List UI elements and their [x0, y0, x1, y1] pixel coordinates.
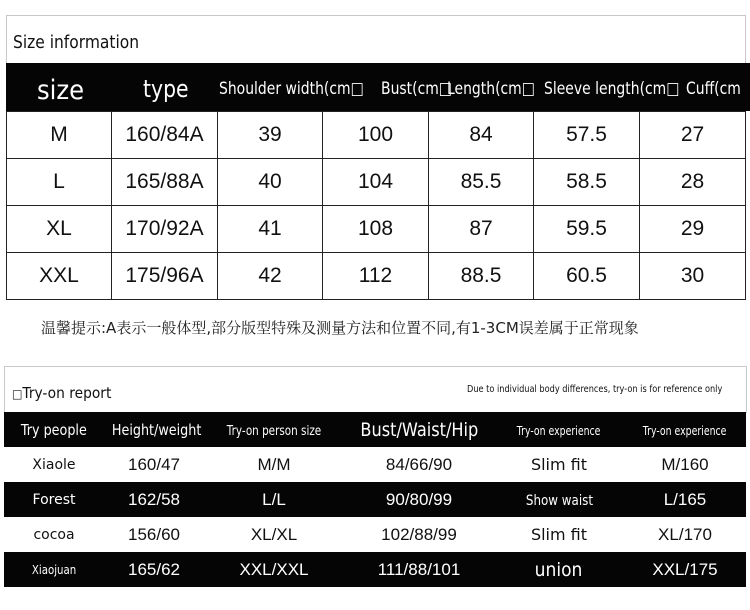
- shoulder-cell: 39: [218, 112, 323, 159]
- cuff-cell: 29: [640, 206, 746, 253]
- person-size-cell: M/M: [204, 447, 344, 482]
- cuff-cell: 28: [640, 159, 746, 206]
- type-cell: 165/88A: [112, 159, 218, 206]
- tryon-report-card: [4, 366, 747, 413]
- bust-cell: 104: [323, 159, 429, 206]
- experience-cell: Show waist: [494, 482, 624, 517]
- sleeve-cell: 60.5: [534, 253, 640, 300]
- sleeve-cell: 57.5: [534, 112, 640, 159]
- bwh-cell: 102/88/99: [344, 517, 494, 552]
- size-header-cuff: Cuff(cm: [686, 79, 741, 99]
- height-weight-cell: 165/62: [104, 552, 204, 587]
- type-cell: 175/96A: [112, 253, 218, 300]
- cuff-cell: 30: [640, 253, 746, 300]
- shoulder-cell: 42: [218, 253, 323, 300]
- table-row: [4, 517, 746, 552]
- table-row: [4, 552, 746, 587]
- sleeve-cell: 58.5: [534, 159, 640, 206]
- size-header-size: size: [37, 75, 85, 106]
- bwh-cell: 90/80/99: [344, 482, 494, 517]
- type-cell: 170/92A: [112, 206, 218, 253]
- experience-cell: Slim fit: [494, 447, 624, 482]
- cuff-cell: 27: [640, 112, 746, 159]
- size-info-card: [6, 15, 746, 64]
- bust-cell: 100: [323, 112, 429, 159]
- size-cell: XXL: [7, 253, 112, 300]
- tryon-title-glyph: □: [12, 387, 23, 401]
- tryon-header-person-size: Try-on person size: [204, 412, 344, 447]
- experience-size-cell: XL/170: [624, 517, 746, 552]
- size-table: [6, 111, 746, 300]
- person-size-cell: L/L: [204, 482, 344, 517]
- bust-cell: 108: [323, 206, 429, 253]
- bust-cell: 112: [323, 253, 429, 300]
- shoulder-cell: 41: [218, 206, 323, 253]
- type-cell: 160/84A: [112, 112, 218, 159]
- person-name-cell: Forest: [4, 482, 104, 517]
- size-header-sleeve: Sleeve length(cm□: [544, 79, 680, 99]
- tryon-header-bwh: Bust/Waist/Hip: [344, 412, 494, 447]
- person-size-cell: XXL/XXL: [204, 552, 344, 587]
- experience-cell: union: [494, 552, 624, 587]
- size-table-header: [6, 63, 750, 111]
- tryon-report-title: [12, 384, 111, 402]
- size-cell: L: [7, 159, 112, 206]
- tryon-table: [4, 412, 746, 587]
- size-note: 温馨提示:A表示一般体型,部分版型特殊及测量方法和位置不同,有1-3CM误差属于正常现象: [41, 319, 639, 337]
- size-cell: XL: [7, 206, 112, 253]
- experience-size-cell: XXL/175: [624, 552, 746, 587]
- height-weight-cell: 162/58: [104, 482, 204, 517]
- person-name-cell: Xiaojuan: [4, 552, 104, 587]
- length-cell: 84: [429, 112, 534, 159]
- table-row: [7, 206, 746, 253]
- length-cell: 88.5: [429, 253, 534, 300]
- experience-size-cell: M/160: [624, 447, 746, 482]
- experience-size-cell: L/165: [624, 482, 746, 517]
- table-row: [7, 112, 746, 159]
- length-cell: 85.5: [429, 159, 534, 206]
- tryon-header-experience: Try-on experience: [494, 412, 624, 447]
- size-cell: M: [7, 112, 112, 159]
- tryon-disclaimer: Due to individual body differences, try-on is for reference only: [467, 384, 723, 395]
- size-header-type: type: [143, 75, 189, 103]
- tryon-header-height-weight: Height/weight: [104, 412, 204, 447]
- tryon-header-people: Try people: [4, 412, 104, 447]
- size-header-length: Length(cm□: [447, 79, 535, 99]
- person-name-cell: cocoa: [4, 517, 104, 552]
- sleeve-cell: 59.5: [534, 206, 640, 253]
- height-weight-cell: 156/60: [104, 517, 204, 552]
- size-header-shoulder: Shoulder width(cm□: [219, 79, 364, 99]
- person-name-cell: Xiaole: [4, 447, 104, 482]
- person-size-cell: XL/XL: [204, 517, 344, 552]
- bwh-cell: 84/66/90: [344, 447, 494, 482]
- experience-cell: Slim fit: [494, 517, 624, 552]
- tryon-header-row: [4, 412, 746, 447]
- size-header-bust: Bust(cm□: [381, 79, 452, 99]
- table-row: [7, 159, 746, 206]
- table-row: [4, 482, 746, 517]
- bwh-cell: 111/88/101: [344, 552, 494, 587]
- tryon-title-text: Try-on report: [22, 384, 112, 402]
- table-row: [4, 447, 746, 482]
- table-row: [7, 253, 746, 300]
- size-info-title: Size information: [13, 32, 140, 53]
- height-weight-cell: 160/47: [104, 447, 204, 482]
- shoulder-cell: 40: [218, 159, 323, 206]
- tryon-header-experience-2: Try-on experience: [624, 412, 746, 447]
- length-cell: 87: [429, 206, 534, 253]
